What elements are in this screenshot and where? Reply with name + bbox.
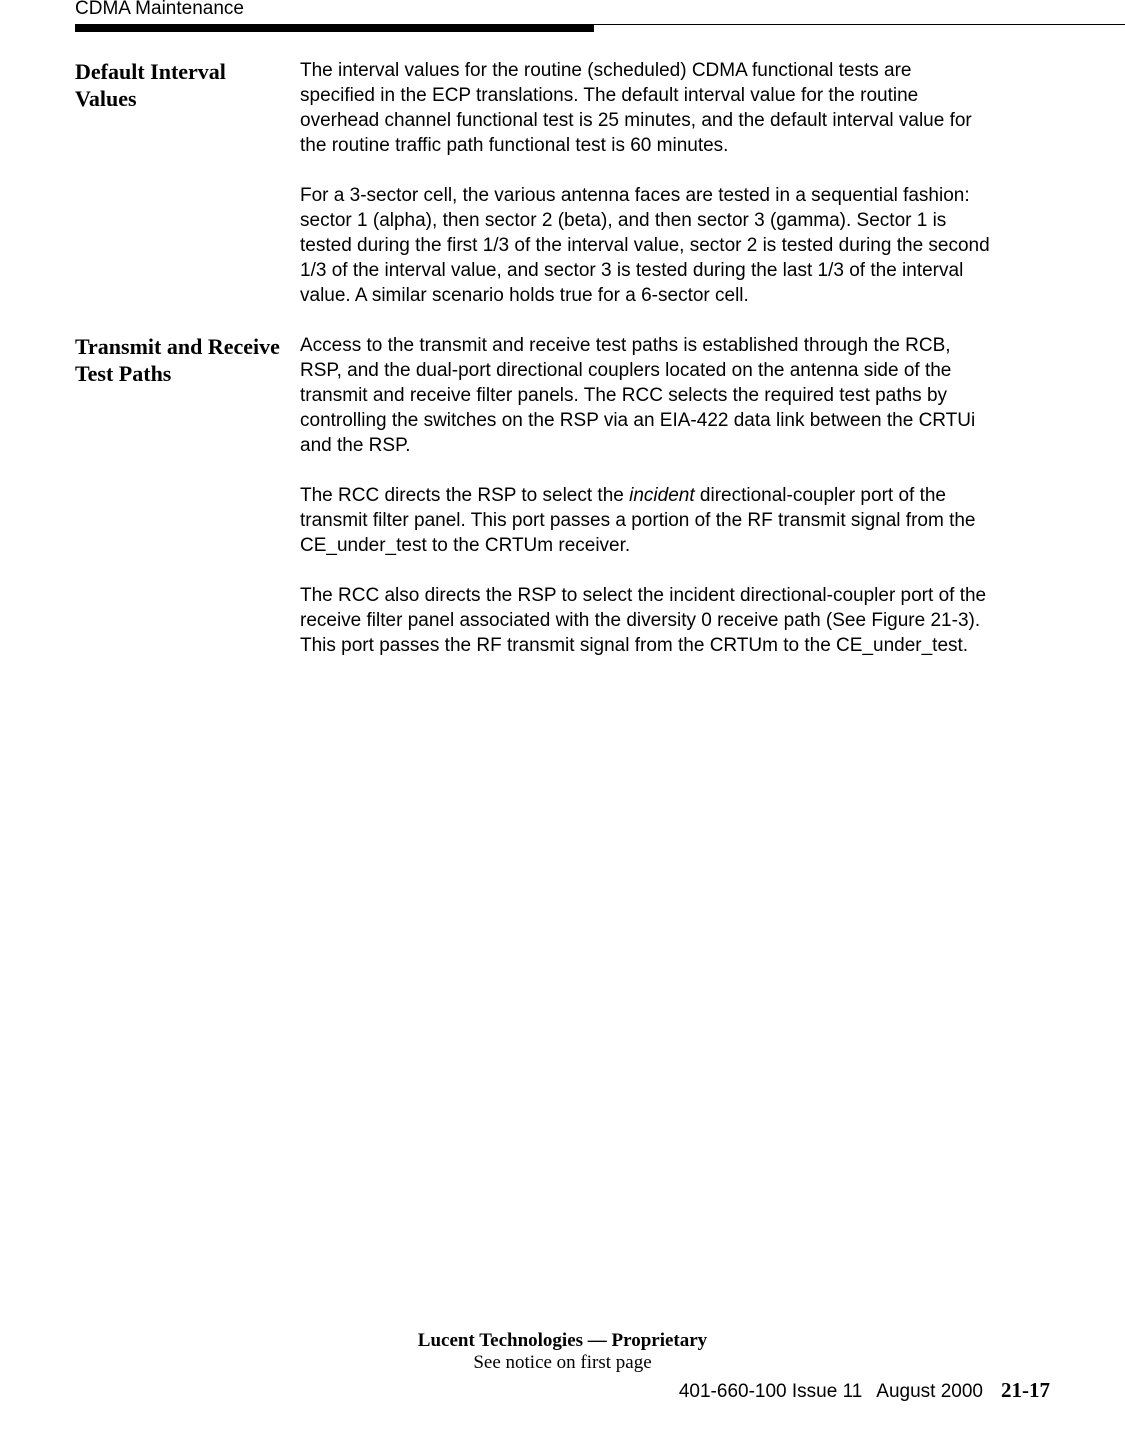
section-heading: Default Interval Values: [75, 59, 226, 111]
footer-date: August 2000: [876, 1381, 983, 1402]
running-header-title: CDMA Maintenance: [75, 0, 244, 19]
header-rule-thick: [75, 25, 594, 32]
paragraph: The RCC also directs the RSP to select the incident directional-coupler port of the receive filter panel associated with the diversity 0 receive path (See Figure 21-3). This port passes the RF transmit signal from the CRTUm to the CE_under_test.: [300, 585, 987, 656]
paragraph: The interval values for the routine (scheduled) CDMA functional tests are specified in the ECP translations. The default interval value for the routine overhead channel functional test is 25 minutes, and the default interval value for the routine traffic path functional test is 60 minutes.: [300, 60, 972, 156]
section-heading: Transmit and Receive Test Paths: [75, 334, 280, 386]
paragraph: For a 3-sector cell, the various antenna faces are tested in a sequential fashion: sector 1 (alpha), then sector 2 (beta), and then sector 3 (gamma). Sector 1 is tested during the first 1/3 of the interval value, sector 2 is tested during the second 1/3 of the interval value, and sector 3 is tested during the last 1/3 of the interval value. A similar scenario holds true for a 6-sector cell.: [300, 185, 990, 306]
paragraph: Access to the transmit and receive test paths is established through the RCB, RSP, and the dual-port directional couplers located on the antenna side of the transmit and receive filter panels. The RCC selects the required test paths by controlling the switches on the RSP via an EIA-422 data link between the CRTUi and the RSP.: [300, 335, 976, 456]
footer-company: Lucent Technologies — Proprietary: [417, 1330, 708, 1351]
footer-doc-id: 401-660-100 Issue 11: [678, 1381, 863, 1402]
page-number: 21-17: [1001, 1378, 1050, 1402]
paragraph-text: directional-coupler port of the transmit filter panel. This port passes a portion of the RF transmit signal from the CE_under_test to the CRTUm receiver.: [300, 485, 976, 556]
emphasis-text: incident: [629, 485, 695, 506]
footer-doc-info: [679, 1378, 1050, 1403]
footer-notice: See notice on first page: [473, 1352, 652, 1373]
paragraph-text: The RCC directs the RSP to select the: [300, 485, 630, 506]
paragraph: [300, 483, 1060, 558]
